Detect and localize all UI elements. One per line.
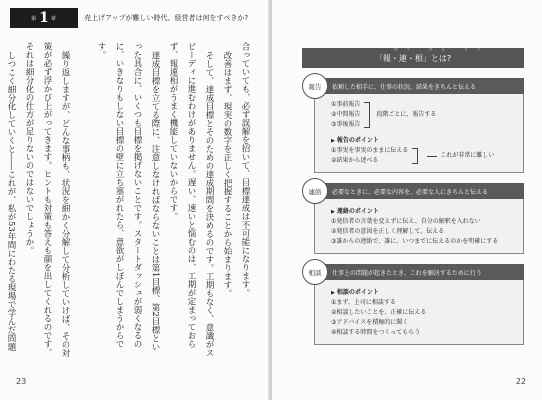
chapter-title: 売上げアップが難しい時代、経営者は何をすべきか? <box>84 14 249 22</box>
diagram-title-ruby: ほう れん そう <box>394 47 490 51</box>
dash-line <box>427 156 437 157</box>
chapter-number: 1 <box>39 10 49 26</box>
section-report-label: 報告 <box>302 73 328 99</box>
list-item: ③アドバイスを積極的に聞く <box>331 319 409 326</box>
section-consult-bar: 仕事上の問題が起きたとき、これを解決するために行う <box>314 264 524 280</box>
section-contact-box <box>314 199 524 254</box>
section-consult-box <box>314 280 524 345</box>
section-contact-label: 連絡 <box>302 178 328 204</box>
section-contact <box>302 183 524 254</box>
section-consult <box>302 264 524 345</box>
list-item: ②結果から述べる <box>331 157 379 164</box>
consult-points-title: ▶ 相談のポイント <box>331 288 515 298</box>
diagram-title: 「報・連・相」とは? <box>374 53 452 63</box>
paragraph: 合っていても、必ず誤解を招いて、目標達成は不可能になります。 <box>240 42 250 297</box>
chapter-label-after: 章 <box>50 15 57 22</box>
left-page <box>0 0 270 400</box>
bracket-shape <box>412 148 418 164</box>
chapter-badge <box>10 8 78 28</box>
list-item: ①まず、上司に相談する <box>331 299 396 306</box>
paragraph: 達成目標を立てる際に、注意しなければならないことは第1目標、第2目標といった具合に、いくつも目標を掲げないことです。スタートダッシュが弱くなるのに、いきなりもしない目標の壁に立ち塞がれたら、意欲がしぼんでしまうからです。 <box>96 42 160 351</box>
list-item: ②相談したいことを、正確に伝える <box>331 309 427 316</box>
hourensou-diagram <box>302 48 524 345</box>
list-item: ③誰からの連絡で、誰に、いつまでに伝えるのかを明確にする <box>331 238 499 245</box>
section-report-bar: 依頼した相手に、仕事の状況、結果をきちんと伝える <box>314 78 524 94</box>
page-number-right: 22 <box>515 377 526 386</box>
section-report-box <box>314 94 524 173</box>
list-item: ②中間報告 <box>331 111 361 118</box>
report-steps-list <box>331 100 360 130</box>
list-item: ①発信者の言葉を変えずに伝え、自分の解釈を入れない <box>331 218 481 225</box>
paragraph: そして、達成目標とそのための達成期間を決めるのです。工期もなく、意識がスピーディに進むわけがありません。遅い、速いと悩むのは、工期が定まっておらず、報連相がうまく機能していないからです。 <box>168 42 214 357</box>
paragraph: しつこく細分化していくと――これが、私が53年間にわたる現場で学んだ問題 <box>6 50 16 351</box>
section-report <box>302 78 524 173</box>
paragraph: 改善はまず、現実の数字を正しく把握することから始まります。 <box>222 50 232 297</box>
body-text <box>6 42 254 358</box>
report-points <box>331 146 515 166</box>
report-points-list <box>331 146 408 166</box>
list-item: ②発信者の意図を正しく理解して、伝える <box>331 228 445 235</box>
section-contact-bar: 必要なときに、必要な内容を、必要な人にきちんと伝える <box>314 183 524 199</box>
list-item: ①事実を事実のままに伝える <box>331 147 409 154</box>
right-page <box>272 0 542 400</box>
report-steps-note: 段階ごとに、報告する <box>376 111 437 118</box>
list-item: ④相談する時間をつくってもらう <box>331 329 421 336</box>
paragraph-gap <box>74 42 92 358</box>
section-consult-label: 相談 <box>302 259 328 285</box>
report-points-note: これが非常に難しい <box>440 152 495 159</box>
report-steps <box>331 100 515 130</box>
contact-points-title: ▶ 連絡のポイント <box>331 207 515 217</box>
list-item: ①事前報告 <box>331 101 361 108</box>
page-number-left: 23 <box>16 377 27 386</box>
list-item: ③事後報告 <box>331 121 361 128</box>
report-points-title: ▶ 報告のポイント <box>331 136 515 146</box>
chapter-label-before: 第 <box>31 15 38 22</box>
diagram-title-bar <box>302 48 524 68</box>
bracket-shape <box>364 102 370 128</box>
paragraph: 繰り返しますが、どんな事柄も、状況を細かく分解して分析していけば、その対策が必ず浮かび上がってきます。ヒントも対策も答えも顔を出してくれるのです。それは細分化の仕方が足りないのではないでしょうか。 <box>24 42 70 357</box>
